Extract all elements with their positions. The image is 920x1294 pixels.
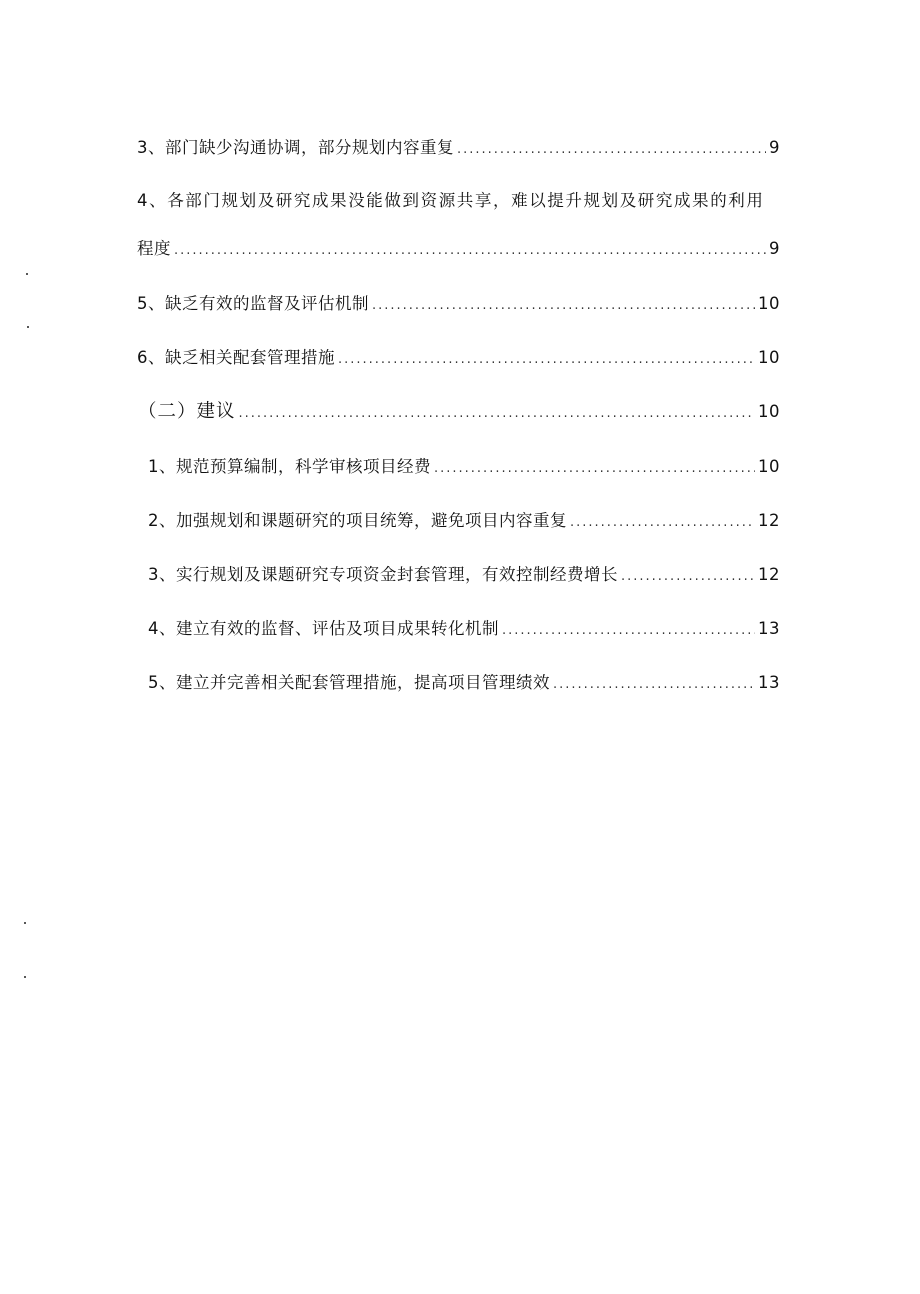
toc-item-label: 6、缺乏相关配套管理措施 (137, 348, 335, 367)
toc-item-label: 2、加强规划和课题研究的项目统筹，避免项目内容重复 (148, 511, 567, 530)
toc-suggestion-1 (148, 453, 780, 477)
toc-item-label: 程度 (137, 239, 171, 258)
margin-dot (26, 273, 28, 275)
dot-leader (502, 623, 755, 638)
toc-item-label: 1、规范预算编制，科学审核项目经费 (148, 457, 431, 476)
toc-item-page: 10 (758, 294, 780, 313)
dot-leader (239, 406, 755, 421)
toc-suggestion-4 (148, 615, 780, 639)
toc-item-page: 13 (758, 673, 780, 692)
dot-leader (457, 142, 766, 157)
toc-item-label: 5、建立并完善相关配套管理措施，提高项目管理绩效 (148, 673, 550, 692)
dot-leader (570, 515, 755, 530)
toc-item-3 (137, 134, 780, 158)
dot-leader (338, 352, 755, 367)
toc-item-page: 9 (769, 239, 780, 258)
toc-item-page: 10 (758, 402, 780, 421)
toc-item-label: 4、建立有效的监督、评估及项目成果转化机制 (148, 619, 499, 638)
margin-dot (24, 922, 26, 924)
toc-item-page: 12 (758, 511, 780, 530)
toc-item-4-line1: 4、各部门规划及研究成果没能做到资源共享，难以提升规划及研究成果的利用 (137, 191, 765, 210)
toc-item-page: 10 (758, 348, 780, 367)
toc-section-2 (138, 397, 780, 423)
dot-leader (434, 461, 755, 476)
toc-suggestion-5 (148, 669, 780, 693)
toc-item-label: 3、部门缺少沟通协调，部分规划内容重复 (137, 138, 454, 157)
toc-item-page: 9 (769, 138, 780, 157)
margin-dot (24, 976, 26, 978)
toc-item-page: 12 (758, 565, 780, 584)
toc-item-page: 13 (758, 619, 780, 638)
toc-item-5 (137, 290, 780, 314)
margin-dot (27, 326, 29, 328)
toc-item-label: 5、缺乏有效的监督及评估机制 (137, 294, 369, 313)
dot-leader (621, 569, 755, 584)
toc-item-page: 10 (758, 457, 780, 476)
toc-suggestion-2 (148, 507, 780, 531)
dot-leader (553, 677, 755, 692)
dot-leader (174, 243, 766, 258)
toc-item-6 (137, 344, 780, 368)
dot-leader (372, 298, 755, 313)
toc-item-label: 3、实行规划及课题研究专项资金封套管理，有效控制经费增长 (148, 565, 618, 584)
toc-item-4 (137, 235, 780, 259)
toc-suggestion-3 (148, 561, 780, 585)
section-label: （二）建议 (138, 401, 236, 422)
